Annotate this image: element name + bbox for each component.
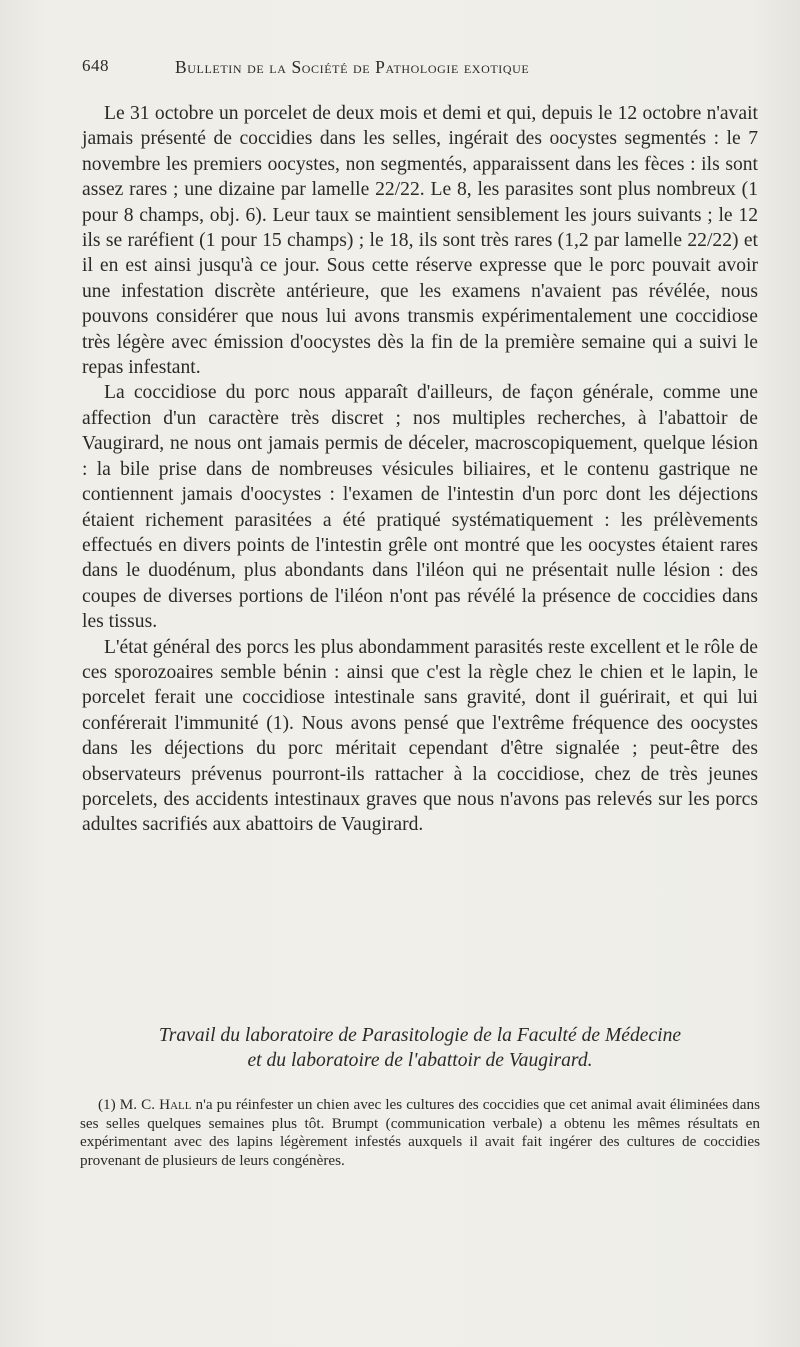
footnote-body: n'a pu réinfester un chien avec les cultures des coccidies que cet animal avait éliminées dans ses selles quelques semaines plus tôt. Brumpt (communication verbale) a obtenu les mêmes résultats en expérimentant avec des lapins légèrement infestés auxquels il avait fait ingérer des cultures de coccidies provenant de plusieurs de leurs congénères. <box>80 1096 761 1170</box>
footnote <box>80 1096 760 1171</box>
signature-line: et du laboratoire de l'abattoir de Vaugirard. <box>247 1050 593 1072</box>
paragraph: Le 31 octobre un porcelet de deux mois et demi et qui, depuis le 12 octobre n'avait jamais présenté de coccidies dans les selles, ingérait des oocystes segmentés : le 7 novembre les premiers oocystes, non segmentés, apparaissent dans les fèces : ils sont assez rares ; une dizaine par lamelle 22/22. Le 8, les parasites sont plus nombreux (1 pour 8 champs, obj. 6). Leur taux se maintient sensiblement les jours suivants ; le 12 ils se raréfient (1 pour 15 champs) ; le 18, ils sont très rares (1,2 par lamelle 22/22) et il en est ainsi jusqu'à ce jour. Sous cette réserve expresse que le porc pouvait avoir une infestation discrète antérieure, que les examens n'avaient pas révélée, nous pouvons considérer que nous lui avons transmis expérimentalement une coccidiose très légère avec émission d'oocystes dès la fin de la première semaine qui a suivi le repas infestant. <box>82 103 758 379</box>
running-title: Bulletin de la Société de Pathologie exotique <box>175 57 530 77</box>
main-text <box>82 101 758 838</box>
page-number: 648 <box>82 56 109 75</box>
footnote-author: Hall <box>159 1096 192 1113</box>
paragraph: L'état général des porcs les plus abondamment parasités reste excellent et le rôle de ces sporozoaires semble bénin : ainsi que c'est la règle chez le chien et le lapin, le porcelet ferait une coccidiose intestinale sans gravité, dont il guérirait, et qui lui conférerait l'immunité (1). Nous avons pensé que l'extrême fréquence des oocystes dans les déjections du porc méritait cependant d'être signalée ; peut-être des observateurs prévenus pourront-ils rattacher à la coccidiose, chez de très jeunes porcelets, des accidents intestinaux graves que nous n'avons pas relevés sur les porcs adultes sacrifiés aux abattoirs de Vaugirard. <box>82 636 758 836</box>
paragraph: La coccidiose du porc nous apparaît d'ailleurs, de façon générale, comme une affection d'un caractère très discret ; nos multiples recherches, à l'abattoir de Vaugirard, ne nous ont jamais permis de déceler, macroscopiquement, quelque lésion : la bile prise dans de nombreuses vésicules biliaires, et le contenu gastrique ne contiennent jamais d'oocystes : l'examen de l'intestin d'un porc dont les déjections étaient richement parasitées a été pratiqué systématiquement : les prélèvements effectués en divers points de l'intestin grêle ont montré que les oocystes étaient rares dans le duodénum, plus abondants dans l'iléon qui ne présentait nulle lésion : des coupes de diverses portions de l'iléon n'ont pas révélé la présence de coccidies dans les tissus. <box>82 382 758 633</box>
footnote-text <box>80 1096 760 1171</box>
signature-line: Travail du laboratoire de Parasitologie de la Faculté de Médecine <box>158 1025 682 1046</box>
footnote-marker: (1) M. C. <box>98 1096 156 1113</box>
page-header <box>82 56 722 80</box>
laboratory-signature <box>82 1023 758 1074</box>
